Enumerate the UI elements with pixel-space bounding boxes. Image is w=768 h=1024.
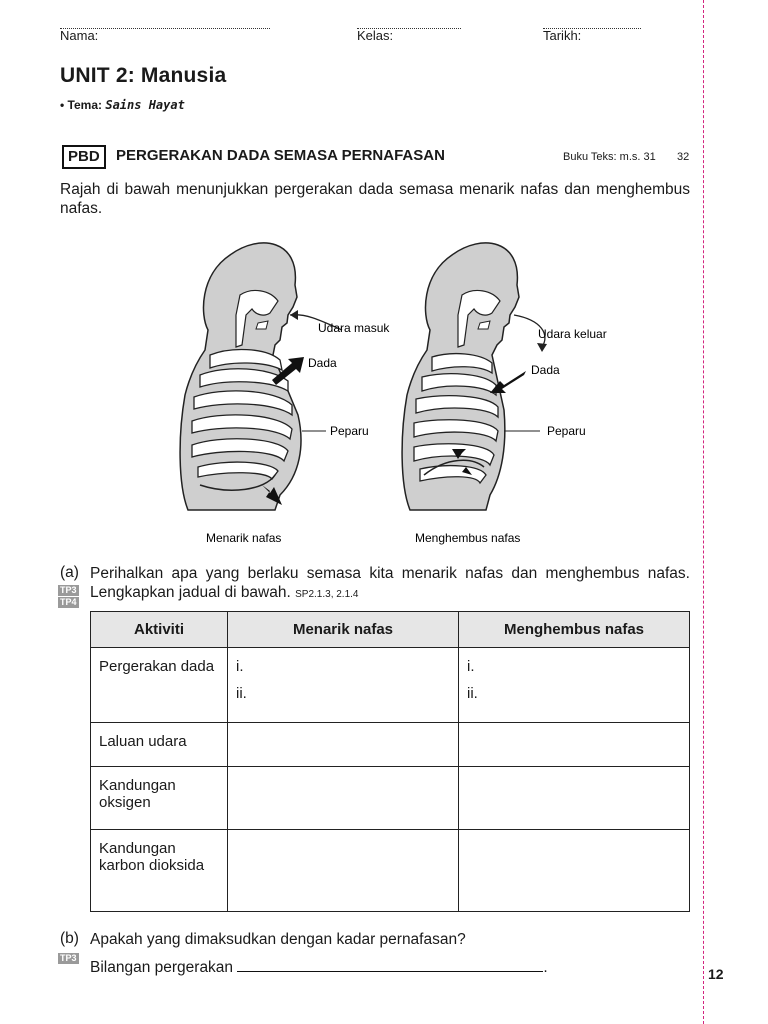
exhale-answer-cell[interactable] bbox=[459, 723, 690, 767]
class-blank[interactable] bbox=[357, 28, 461, 29]
date-blank[interactable] bbox=[543, 28, 641, 29]
question-a-body: Perihalkan apa yang berlaku semasa kita menarik nafas dan menghembus nafas. Lengkapkan jadual di bawah. bbox=[90, 565, 690, 601]
margin-line bbox=[703, 0, 704, 1024]
item-number: ii. bbox=[467, 685, 478, 702]
question-b-label: (b) bbox=[60, 930, 79, 947]
exhale-answer-cell[interactable] bbox=[459, 767, 690, 830]
table-row bbox=[91, 830, 690, 912]
breathing-diagram bbox=[170, 235, 640, 555]
inhale-air-label: Udara masuk bbox=[318, 321, 390, 335]
question-a-standards: SP2.1.3, 2.1.4 bbox=[295, 589, 359, 600]
student-info-row bbox=[60, 28, 692, 46]
table-row bbox=[91, 767, 690, 830]
date-label: Tarikh: bbox=[543, 28, 582, 43]
inhale-answer-cell[interactable] bbox=[228, 830, 459, 912]
exhale-caption: Menghembus nafas bbox=[415, 531, 521, 545]
item-number: i. bbox=[467, 658, 475, 675]
pbd-tag: PBD bbox=[62, 145, 106, 169]
question-a-text bbox=[90, 564, 690, 604]
table-row bbox=[91, 648, 690, 723]
exhale-lung-label: Peparu bbox=[547, 424, 586, 438]
page-number: 12 bbox=[708, 966, 724, 982]
header-inhale: Menarik nafas bbox=[228, 612, 459, 648]
textbook-reference: Buku Teks: m.s. 31 bbox=[563, 151, 656, 163]
exhale-chest-label: Dada bbox=[531, 363, 560, 377]
header-activity: Aktiviti bbox=[91, 612, 228, 648]
inhale-answer-cell[interactable] bbox=[228, 648, 459, 723]
answer-line[interactable] bbox=[237, 957, 543, 972]
theme-value: Sains Hayat bbox=[105, 98, 185, 112]
item-number: ii. bbox=[236, 685, 247, 702]
inhale-answer-cell[interactable] bbox=[228, 723, 459, 767]
inhale-answer-cell[interactable] bbox=[228, 767, 459, 830]
exhale-figure bbox=[402, 243, 607, 545]
activity-table bbox=[90, 611, 690, 912]
answer-suffix: . bbox=[543, 959, 548, 976]
table-row bbox=[91, 723, 690, 767]
theme-line bbox=[60, 98, 185, 112]
inhale-chest-label: Dada bbox=[308, 356, 337, 370]
textbook-page: 32 bbox=[677, 151, 690, 163]
question-a-tp-tags bbox=[58, 585, 79, 608]
unit-title: UNIT 2: Manusia bbox=[60, 64, 227, 87]
activity-cell: Laluan udara bbox=[91, 723, 228, 767]
question-a-label: (a) bbox=[60, 564, 79, 581]
tp-tag: TP4 bbox=[60, 597, 77, 607]
item-number: i. bbox=[236, 658, 244, 675]
activity-cell: Kandungan karbon dioksida bbox=[91, 830, 228, 912]
activity-cell: Kandungan oksigen bbox=[91, 767, 228, 830]
inhale-figure bbox=[180, 243, 390, 545]
name-label: Nama: bbox=[60, 28, 99, 43]
section-title: PERGERAKAN DADA SEMASA PERNAFASAN bbox=[116, 147, 445, 164]
inhale-caption: Menarik nafas bbox=[206, 531, 282, 545]
question-b-text: Apakah yang dimaksudkan dengan kadar pernafasan? bbox=[90, 931, 466, 948]
name-blank[interactable] bbox=[60, 28, 270, 29]
exhale-air-label: Udara keluar bbox=[538, 327, 607, 341]
class-label: Kelas: bbox=[357, 28, 394, 43]
exhale-answer-cell[interactable] bbox=[459, 830, 690, 912]
answer-prefix: Bilangan pergerakan bbox=[90, 959, 234, 976]
theme-label: • Tema: bbox=[60, 98, 102, 112]
exhale-answer-cell[interactable] bbox=[459, 648, 690, 723]
table-header-row bbox=[91, 612, 690, 648]
header-exhale: Menghembus nafas bbox=[459, 612, 690, 648]
tp-tag: TP3 bbox=[60, 953, 77, 963]
inhale-lung-label: Peparu bbox=[330, 424, 369, 438]
activity-cell: Pergerakan dada bbox=[91, 648, 228, 723]
question-b-answer bbox=[90, 957, 548, 977]
tp-tag: TP3 bbox=[60, 585, 77, 595]
intro-paragraph: Rajah di bawah menunjukkan pergerakan dada semasa menarik nafas dan menghembus nafas. bbox=[60, 181, 690, 217]
